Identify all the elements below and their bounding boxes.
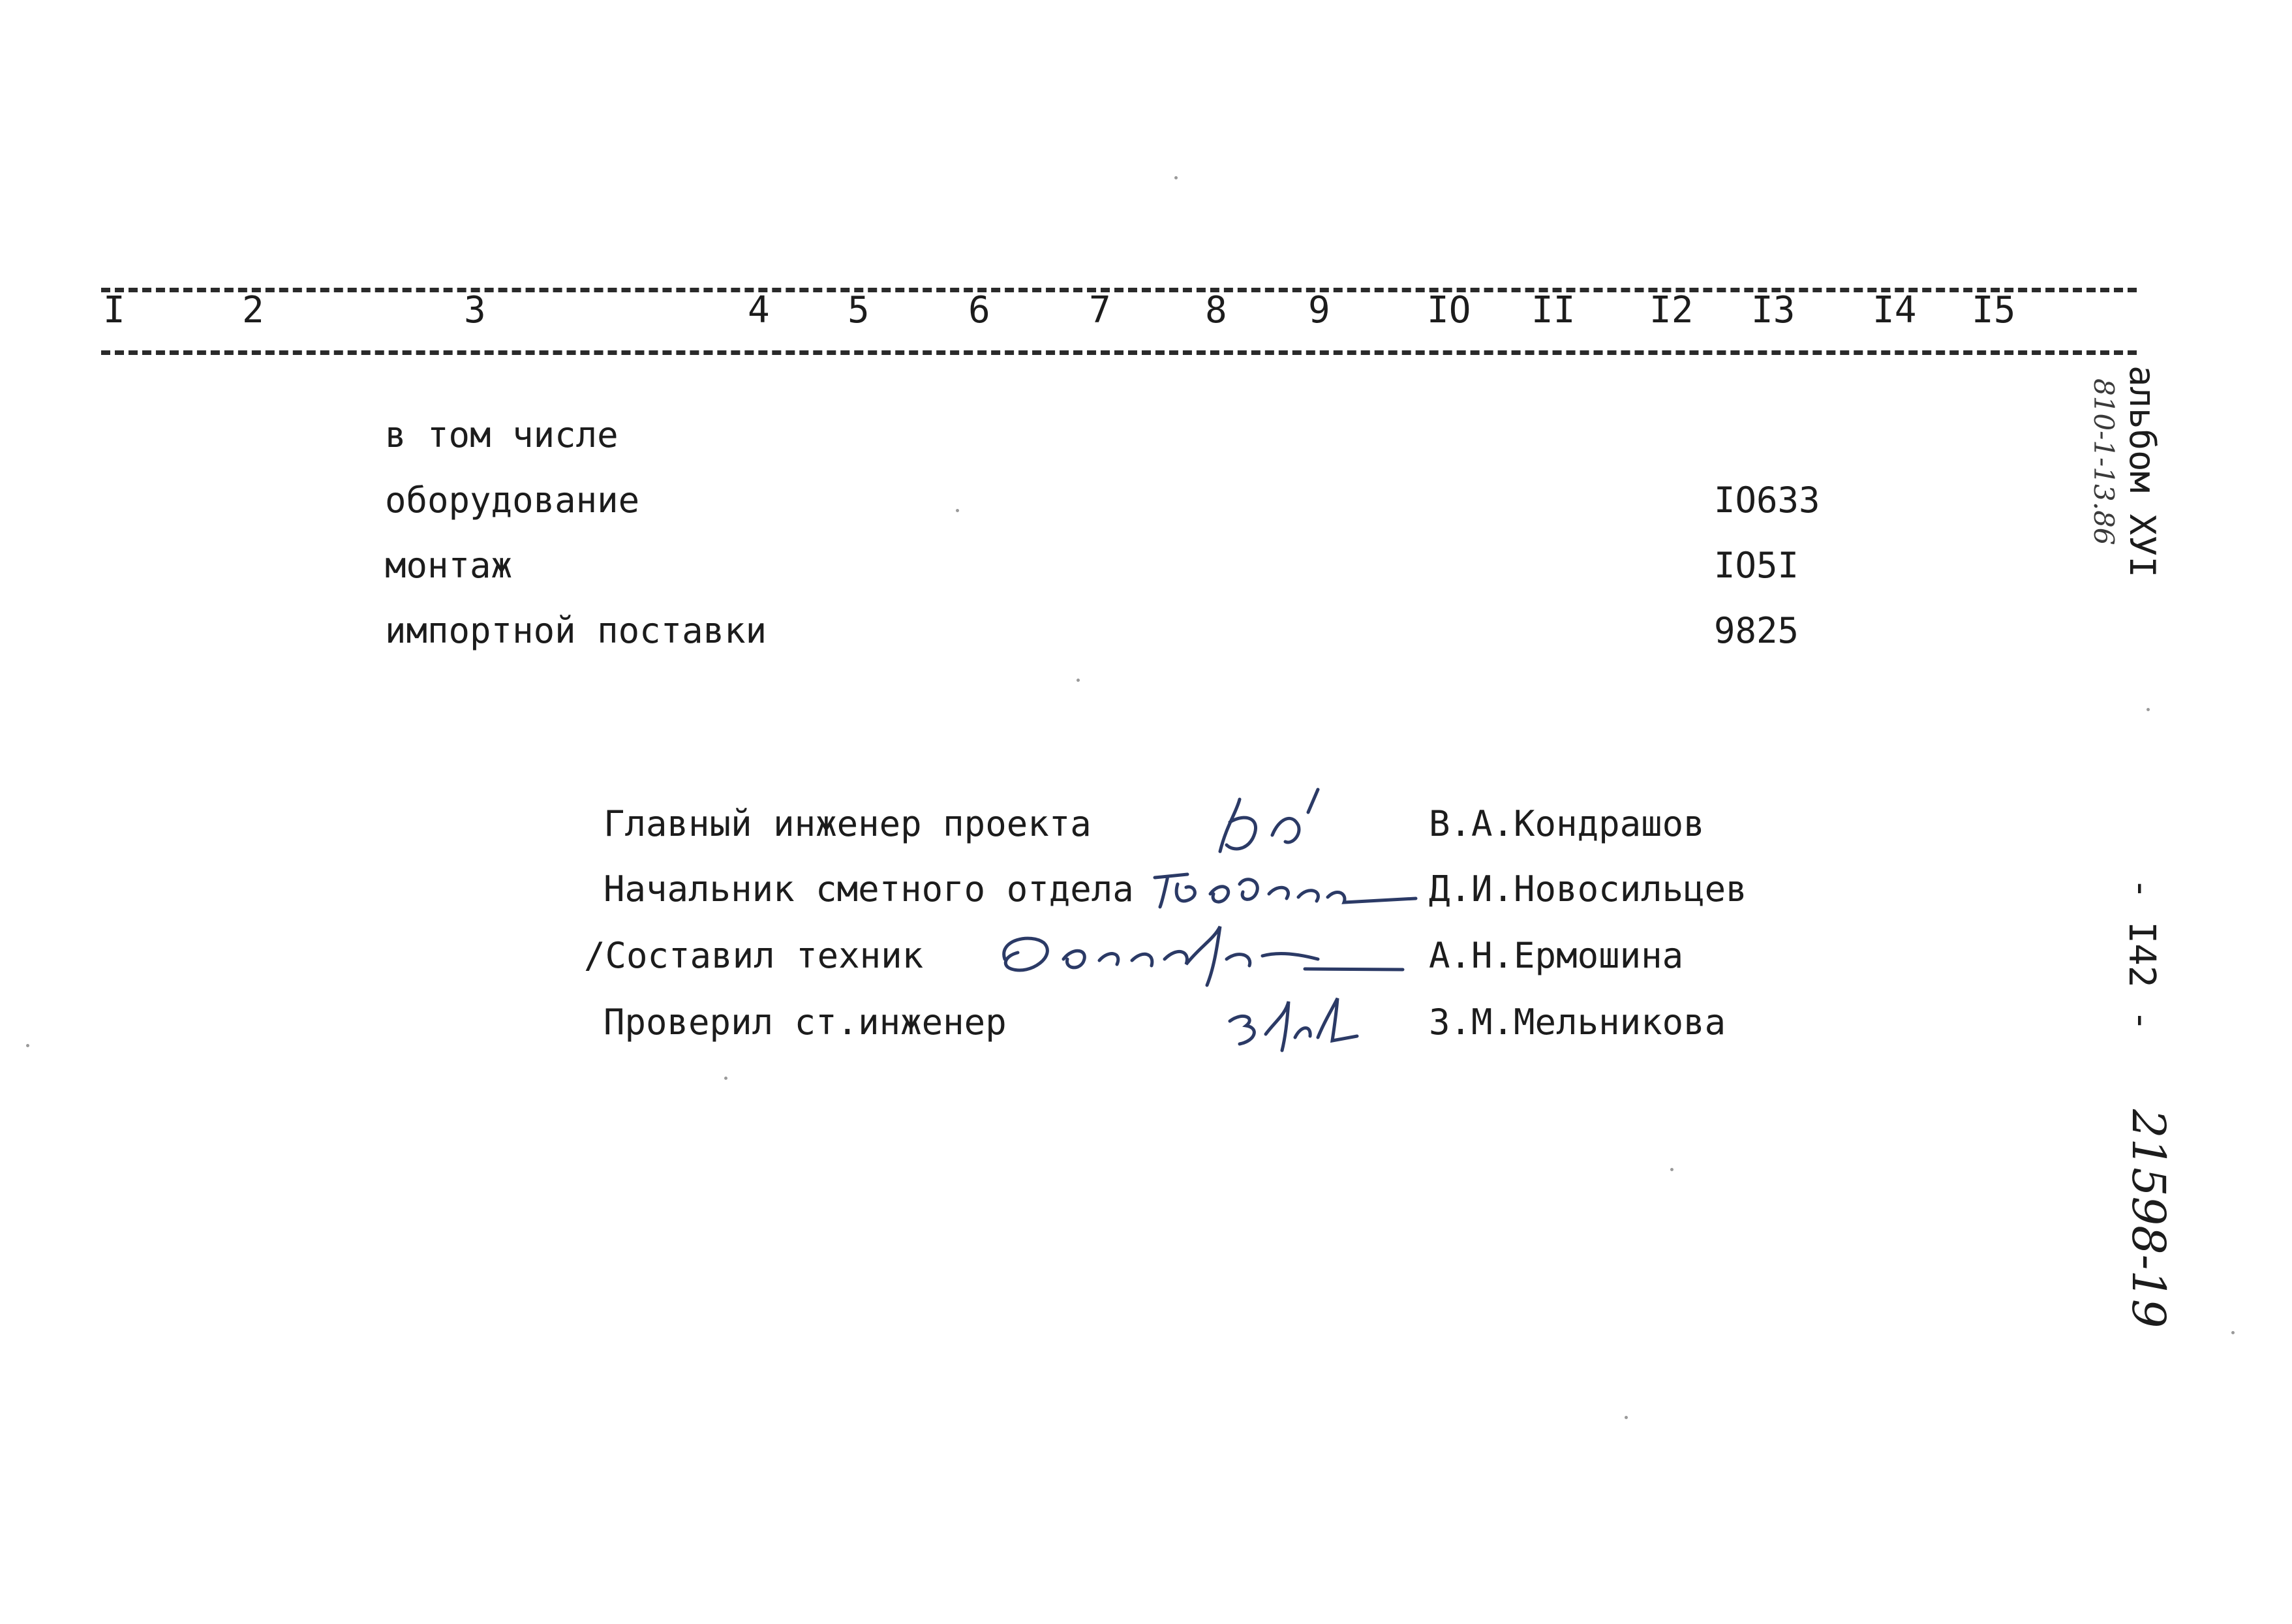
column-number: I2 <box>1649 289 1694 331</box>
album-label: альбом XУI <box>2122 365 2163 578</box>
checked-by-title: Проверил ст.инженер <box>604 1002 1007 1043</box>
column-number: 5 <box>848 289 870 331</box>
scan-speck <box>724 1077 727 1080</box>
column-number: I5 <box>1972 289 2016 331</box>
column-number: II <box>1531 289 1576 331</box>
column-number: I4 <box>1872 289 1917 331</box>
row-value-installation: IO5I <box>1714 545 1799 586</box>
compiled-by-signature <box>992 920 1409 992</box>
column-number: 3 <box>464 289 486 331</box>
row-value-import-supply: 9825 <box>1714 610 1799 651</box>
chief-engineer-title: Главный инженер проекта <box>604 803 1092 844</box>
column-number: 7 <box>1089 289 1111 331</box>
scan-speck <box>1670 1168 1673 1171</box>
estimate-dept-head-title: Начальник сметного отдела <box>604 868 1134 910</box>
chief-engineer-name: В.А.Кондрашов <box>1429 803 1705 844</box>
checked-by-signature <box>1220 985 1364 1057</box>
album-date-note: 810-1-13.86 <box>2088 378 2120 545</box>
compiled-by-name: А.Н.Ермошина <box>1429 935 1684 976</box>
checked-by-name: З.М.Мельникова <box>1429 1002 1726 1043</box>
scan-speck <box>1174 176 1178 179</box>
column-number: 8 <box>1205 289 1227 331</box>
scan-speck <box>956 509 959 512</box>
scan-speck <box>1625 1416 1628 1419</box>
row-label-import-supply: импортной поставки <box>385 610 767 651</box>
estimate-dept-head-name: Д.И.Новосильцев <box>1429 868 1747 910</box>
row-label-equipment: оборудование <box>385 480 640 521</box>
column-number: I <box>103 289 125 331</box>
column-number: 4 <box>748 289 770 331</box>
scan-speck <box>26 1044 29 1047</box>
document-number: 21598-19 <box>2122 1109 2175 1328</box>
column-number: 2 <box>242 289 264 331</box>
column-number: 6 <box>968 289 990 331</box>
scan-speck <box>2147 708 2150 711</box>
row-label-installation: монтаж <box>385 545 513 586</box>
scan-speck <box>2231 1331 2235 1334</box>
row-value-equipment: IO633 <box>1714 480 1820 521</box>
header-bottom-rule <box>101 350 2137 355</box>
compiled-by-title: /Составил техник <box>584 935 924 976</box>
column-number: I3 <box>1751 289 1795 331</box>
column-number: IO <box>1427 289 1471 331</box>
chief-engineer-signature <box>1200 773 1357 871</box>
header-top-rule <box>101 288 2137 292</box>
page-number: - I42 - <box>2120 878 2163 1032</box>
estimate-dept-head-signature <box>1148 858 1422 917</box>
row-label-including: в том числе <box>385 414 619 455</box>
scan-speck <box>1077 679 1080 682</box>
column-number: 9 <box>1308 289 1330 331</box>
